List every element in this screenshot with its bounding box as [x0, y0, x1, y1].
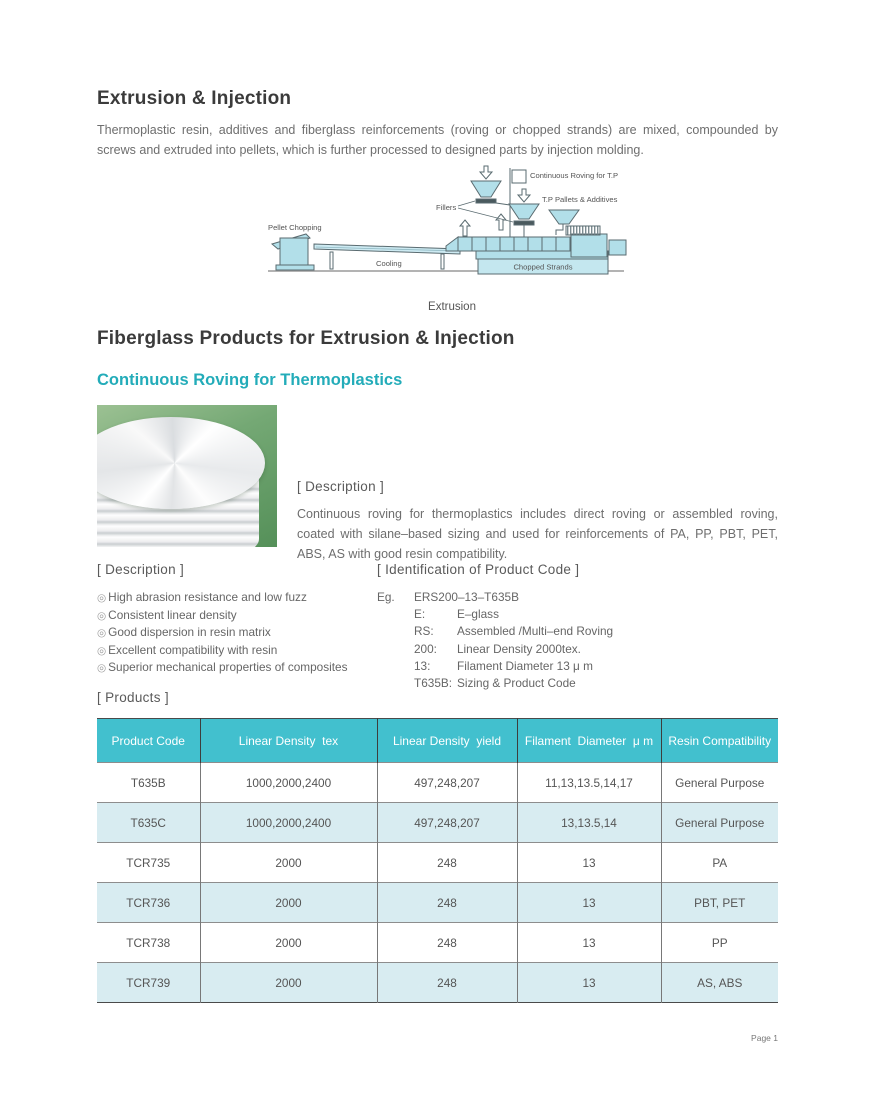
- table-cell: 1000,2000,2400: [200, 763, 377, 803]
- table-row: [97, 843, 778, 883]
- page-number: Page 1: [751, 1033, 778, 1043]
- table-cell: 2000: [200, 963, 377, 1003]
- feature-text: Good dispersion in resin matrix: [108, 625, 271, 640]
- code-key: 200:: [414, 641, 437, 656]
- diagram-hopper-side-feeder: [549, 210, 600, 235]
- column-header: Resin Compatibility: [661, 719, 778, 763]
- table-row: [97, 763, 778, 803]
- chopped-strands-label: Chopped Strands: [513, 262, 573, 272]
- code-key: RS:: [414, 624, 434, 639]
- column-header: Product Code: [97, 719, 200, 763]
- table-cell: 2000: [200, 923, 377, 963]
- subsection-title-continuous-roving: Continuous Roving for Thermoplastics: [97, 371, 403, 389]
- table-cell: 13,13.5,14: [517, 803, 661, 843]
- code-value: Linear Density 2000tex.: [457, 641, 581, 656]
- table-row: [97, 963, 778, 1003]
- feature-text: Excellent compatibility with resin: [108, 642, 278, 657]
- table-cell: T635B: [130, 775, 166, 790]
- up-arrow-icon: [496, 214, 506, 230]
- table-cell: T635C: [130, 815, 166, 830]
- extrusion-process-diagram: [258, 164, 646, 313]
- table-row: [97, 883, 778, 923]
- features-list: [97, 589, 372, 677]
- list-item: [97, 642, 372, 660]
- code-key: 13:: [414, 658, 431, 673]
- features-heading: [ Description ]: [97, 562, 185, 577]
- table-cell: 497,248,207: [377, 803, 517, 843]
- table-header-row: [97, 719, 778, 763]
- diagram-vent-arrows: [460, 214, 506, 236]
- list-item: [97, 589, 372, 607]
- table-cell: General Purpose: [661, 803, 778, 843]
- table-cell: General Purpose: [661, 763, 778, 803]
- table-cell: 1000,2000,2400: [200, 803, 377, 843]
- continuous-roving-label: Continuous Roving for T.P: [530, 171, 619, 180]
- table-cell: TCR738: [126, 935, 171, 950]
- diagram-caption: Extrusion: [428, 301, 476, 313]
- bullet-icon: ◎: [97, 662, 107, 675]
- code-value: Filament Diameter 13 μ m: [457, 658, 593, 673]
- product-photo-fiberglass-roving: [97, 405, 277, 547]
- list-item: [97, 659, 372, 677]
- table-cell: TCR736: [126, 895, 171, 910]
- description-heading: [ Description ]: [297, 479, 385, 494]
- bullet-icon: ◎: [97, 644, 107, 657]
- table-cell: 13: [517, 843, 661, 883]
- code-key: T635B:: [414, 676, 453, 691]
- column-header: Filament Diameter μ m: [517, 719, 661, 763]
- up-arrow-icon: [460, 220, 470, 236]
- table-cell: 497,248,207: [377, 763, 517, 803]
- description-section: [297, 479, 778, 564]
- fillers-label: Fillers: [436, 203, 457, 212]
- list-item: [97, 624, 372, 642]
- table-cell: TCR739: [126, 975, 171, 990]
- table-cell: AS, ABS: [661, 963, 778, 1003]
- table-cell: 248: [377, 883, 517, 923]
- down-arrow-icon: [518, 189, 530, 202]
- identification-heading: [ Identification of Product Code ]: [377, 562, 580, 577]
- bullet-icon: ◎: [97, 627, 107, 640]
- example-label: Eg.: [377, 590, 395, 604]
- bullet-icon: ◎: [97, 592, 107, 604]
- table-row: [97, 803, 778, 843]
- identification-section: [377, 562, 777, 692]
- table-cell: 248: [377, 963, 517, 1003]
- bullet-icon: ◎: [97, 609, 107, 622]
- table-cell: TCR735: [126, 855, 171, 870]
- table-cell: 13: [517, 923, 661, 963]
- down-arrow-icon: [480, 166, 492, 179]
- list-item: [97, 607, 372, 625]
- table-cell: 2000: [200, 843, 377, 883]
- identification-table: [377, 589, 777, 692]
- example-code: ERS200–13–T635B: [414, 590, 519, 604]
- table-cell: 11,13,13.5,14,17: [517, 763, 661, 803]
- description-body: Continuous roving for thermoplastics includes direct roving or assembled roving, coated with silane–based sizing and used for reinforcements of PA, PP, PBT, PET, ABS, AS with good resin compatibility.: [297, 507, 778, 561]
- table-cell: PP: [661, 923, 778, 963]
- table-cell: PA: [661, 843, 778, 883]
- table-cell: 2000: [200, 883, 377, 923]
- extrusion-diagram-drawing: [258, 164, 646, 288]
- diagram-hopper-tp-pallets: [509, 189, 539, 237]
- code-key: E:: [414, 607, 426, 622]
- feature-text: High abrasion resistance and low fuzz: [108, 590, 307, 604]
- column-header: Linear Density yield: [377, 719, 517, 763]
- feature-text: Superior mechanical properties of composites: [108, 660, 348, 675]
- table-cell: 13: [517, 963, 661, 1003]
- table-cell: PBT, PET: [661, 883, 778, 923]
- table-cell: 13: [517, 883, 661, 923]
- table-cell: 248: [377, 843, 517, 883]
- section-title-extrusion-injection: Extrusion & Injection: [97, 88, 292, 109]
- cooling-label: Cooling: [376, 259, 402, 268]
- products-heading: [ Products ]: [97, 690, 169, 705]
- diagram-extruder-barrel: [446, 234, 626, 259]
- features-section: [97, 562, 372, 677]
- diagram-pelletizer: [272, 234, 314, 270]
- products-table: [97, 718, 778, 1003]
- section-title-fiberglass-products: Fiberglass Products for Extrusion & Injection: [97, 328, 515, 349]
- table-row: [97, 923, 778, 963]
- feature-text: Consistent linear density: [108, 607, 237, 622]
- section-body-text: Thermoplastic resin, additives and fiberglass reinforcements (roving or chopped strands) are mixed, compounded by screws and extruded into pellets, which is further processed to designed parts by injection molding.: [97, 123, 778, 158]
- code-value: E–glass: [457, 607, 499, 622]
- column-header: Linear Density tex: [200, 719, 377, 763]
- code-value: Sizing & Product Code: [457, 676, 576, 691]
- code-value: Assembled /Multi–end Roving: [457, 624, 614, 639]
- tp-pallets-label: T.P Pallets & Additives: [542, 195, 618, 204]
- table-cell: 248: [377, 923, 517, 963]
- pellet-chopping-label: Pellet Chopping: [268, 223, 322, 232]
